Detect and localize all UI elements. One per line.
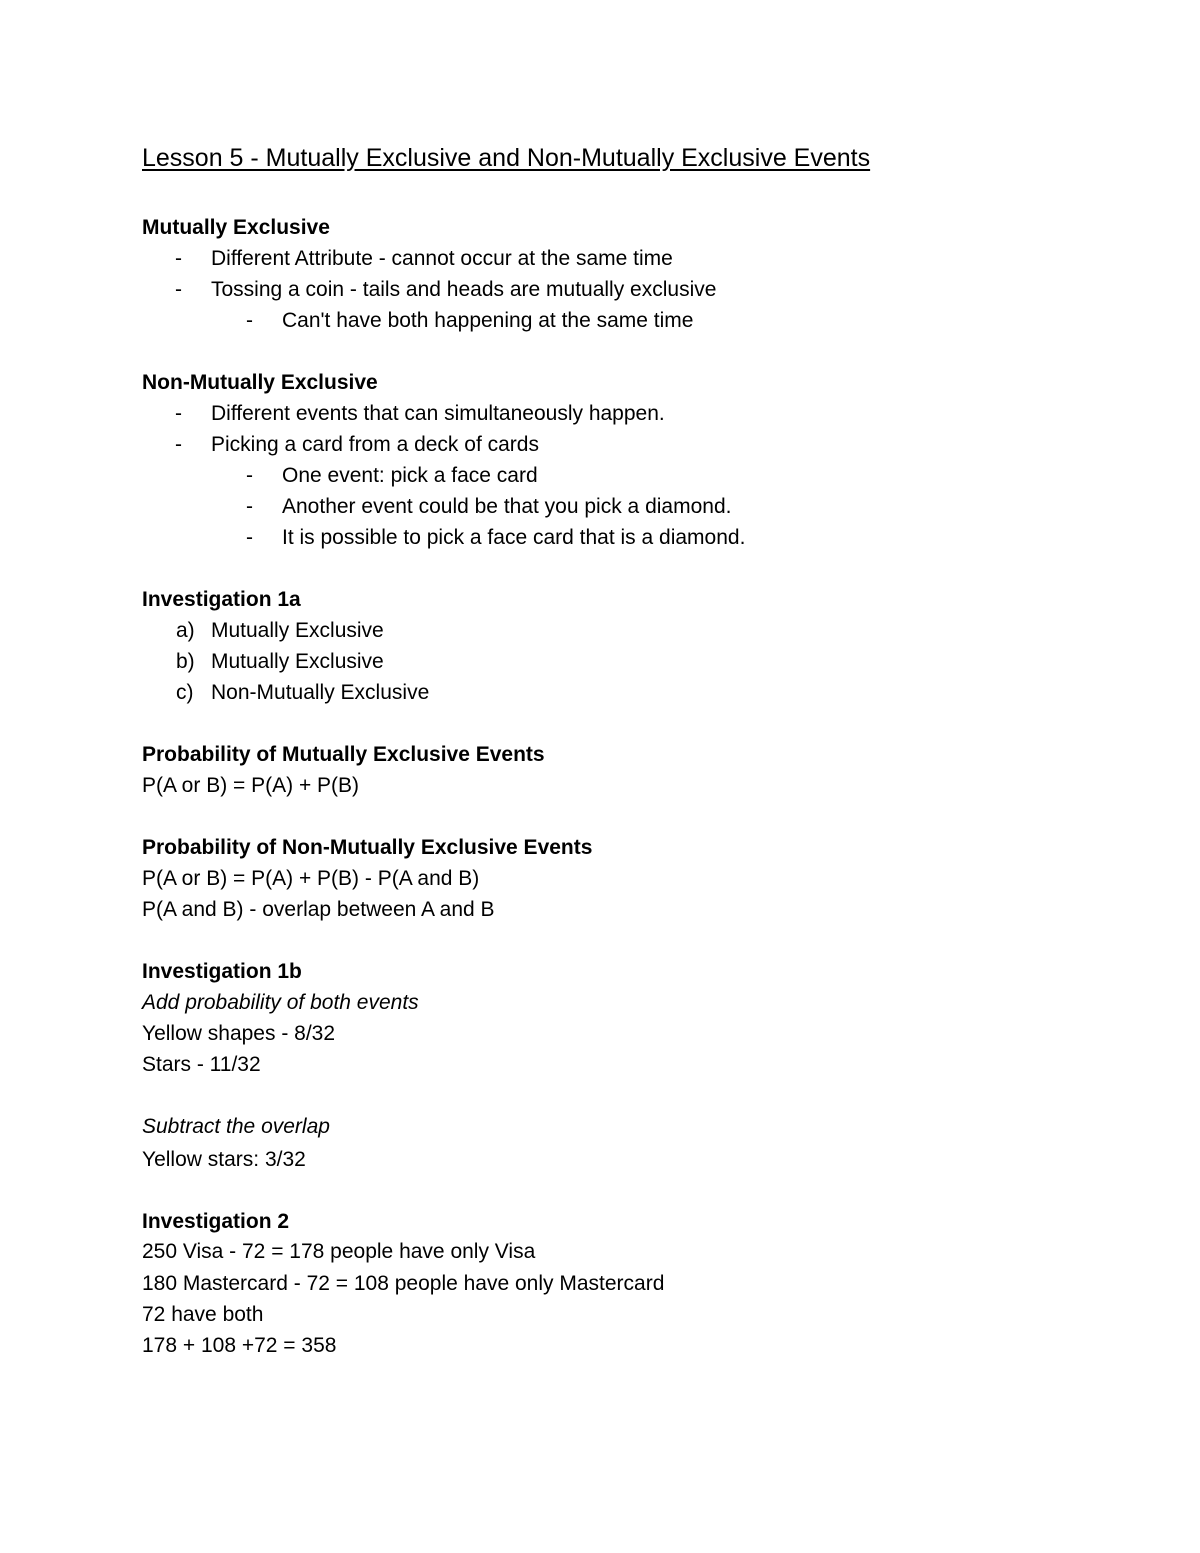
- list-item: Mutually Exclusive: [211, 619, 384, 642]
- subheading-italic: Add probability of both events: [142, 991, 419, 1014]
- text-line: 180 Mastercard - 72 = 108 people have only Mastercard: [142, 1272, 665, 1295]
- section-heading-prob-non-mutually-exclusive: Probability of Non-Mutually Exclusive Events: [142, 836, 593, 859]
- list-item: Different Attribute - cannot occur at the same time: [211, 247, 673, 270]
- bullet-marker: -: [246, 495, 253, 518]
- subheading-italic: Subtract the overlap: [142, 1115, 330, 1138]
- section-heading-non-mutually-exclusive: Non-Mutually Exclusive: [142, 371, 378, 394]
- section-heading-investigation-2: Investigation 2: [142, 1210, 290, 1233]
- bullet-marker: -: [175, 433, 182, 456]
- list-item: Different events that can simultaneously happen.: [211, 402, 665, 425]
- section-heading-investigation-1a: Investigation 1a: [142, 588, 301, 611]
- list-item: Picking a card from a deck of cards: [211, 433, 539, 456]
- bullet-marker: -: [175, 402, 182, 425]
- bullet-marker: -: [246, 526, 253, 549]
- bullet-marker: -: [175, 247, 182, 270]
- text-line: Yellow shapes - 8/32: [142, 1022, 336, 1045]
- list-marker: b): [176, 650, 195, 673]
- list-item: Can't have both happening at the same time: [282, 309, 694, 332]
- list-item: Mutually Exclusive: [211, 650, 384, 673]
- text-line: 178 + 108 +72 = 358: [142, 1334, 337, 1357]
- section-heading-prob-mutually-exclusive: Probability of Mutually Exclusive Events: [142, 743, 545, 766]
- bullet-marker: -: [246, 309, 253, 332]
- section-heading-investigation-1b: Investigation 1b: [142, 960, 302, 983]
- list-marker: c): [176, 681, 194, 704]
- section-heading-mutually-exclusive: Mutually Exclusive: [142, 216, 330, 239]
- bullet-marker: -: [175, 278, 182, 301]
- list-item: Non-Mutually Exclusive: [211, 681, 430, 704]
- list-item: One event: pick a face card: [282, 464, 538, 487]
- list-item: Another event could be that you pick a diamond.: [282, 495, 732, 518]
- page-title: Lesson 5 - Mutually Exclusive and Non-Mutually Exclusive Events: [142, 144, 871, 172]
- bullet-marker: -: [246, 464, 253, 487]
- text-line: 72 have both: [142, 1303, 264, 1326]
- list-item: It is possible to pick a face card that is a diamond.: [282, 526, 746, 549]
- list-marker: a): [176, 619, 195, 642]
- text-line: P(A and B) - overlap between A and B: [142, 898, 495, 921]
- text-line: Yellow stars: 3/32: [142, 1148, 306, 1171]
- text-line: 250 Visa - 72 = 178 people have only Visa: [142, 1240, 536, 1263]
- list-item: Tossing a coin - tails and heads are mutually exclusive: [211, 278, 717, 301]
- formula-line: P(A or B) = P(A) + P(B) - P(A and B): [142, 867, 480, 890]
- text-line: Stars - 11/32: [142, 1053, 261, 1076]
- formula-line: P(A or B) = P(A) + P(B): [142, 774, 360, 797]
